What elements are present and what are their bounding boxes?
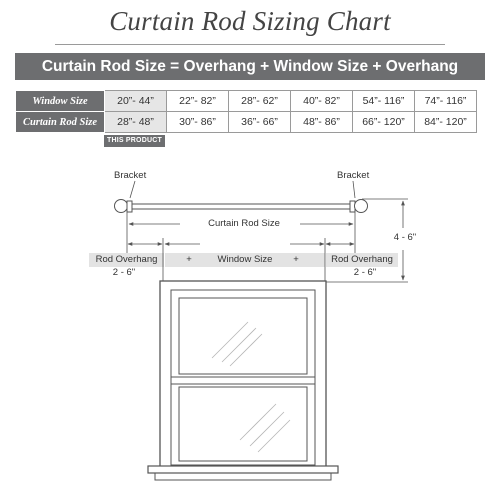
table-cell: 28”- 48” xyxy=(105,112,167,133)
table-cell: 28”- 62” xyxy=(229,91,291,112)
row-header-curtain-rod-size: Curtain Rod Size xyxy=(16,112,105,133)
chart-title: Curtain Rod Sizing Chart xyxy=(109,6,391,36)
this-product-badge: THIS PRODUCT xyxy=(104,135,165,147)
bracket-left-label: Bracket xyxy=(114,170,147,181)
rod-bar xyxy=(132,204,350,209)
formula-banner: Curtain Rod Size = Overhang + Window Size + Overhang xyxy=(15,53,485,80)
rod-bracket-left xyxy=(127,201,132,212)
window-plus-left: + xyxy=(186,254,192,265)
bracket-right-pointer xyxy=(353,181,355,198)
overhang-right-label: Rod Overhang xyxy=(331,254,393,265)
table-cell: 20”- 44” xyxy=(105,91,167,112)
window-meeting-rail xyxy=(171,377,315,384)
bracket-left-pointer xyxy=(130,181,135,198)
table-cell: 66”- 120” xyxy=(353,112,415,133)
row-header-window-size: Window Size xyxy=(16,91,105,112)
window-sill-bottom xyxy=(155,473,331,480)
window-upper-pane xyxy=(179,298,307,374)
window-size-label: Window Size xyxy=(217,254,273,265)
table-cell: 54”- 116” xyxy=(353,91,415,112)
height-label: 4 - 6" xyxy=(393,232,417,243)
overhang-left-range: 2 - 6" xyxy=(112,267,136,278)
table-cell: 74”- 116” xyxy=(415,91,477,112)
table-cell: 30”- 86” xyxy=(167,112,229,133)
window-sill xyxy=(148,466,338,473)
overhang-right-range: 2 - 6" xyxy=(353,267,377,278)
curtain-rod xyxy=(115,200,368,213)
table-cell: 48”- 86” xyxy=(291,112,353,133)
rod-finial-right xyxy=(355,200,368,213)
window-plus-right: + xyxy=(293,254,299,265)
table-cell: 22”- 82” xyxy=(167,91,229,112)
window-lower-pane xyxy=(179,387,307,461)
overhang-left-label: Rod Overhang xyxy=(95,254,158,265)
table-cell: 36”- 66” xyxy=(229,112,291,133)
table-cell: 84”- 120” xyxy=(415,112,477,133)
window-illustration xyxy=(148,281,338,480)
rod-size-label: Curtain Rod Size xyxy=(208,218,280,229)
table-cell: 40”- 82” xyxy=(291,91,353,112)
rod-finial-left xyxy=(115,200,128,213)
bracket-right-label: Bracket xyxy=(337,170,370,181)
